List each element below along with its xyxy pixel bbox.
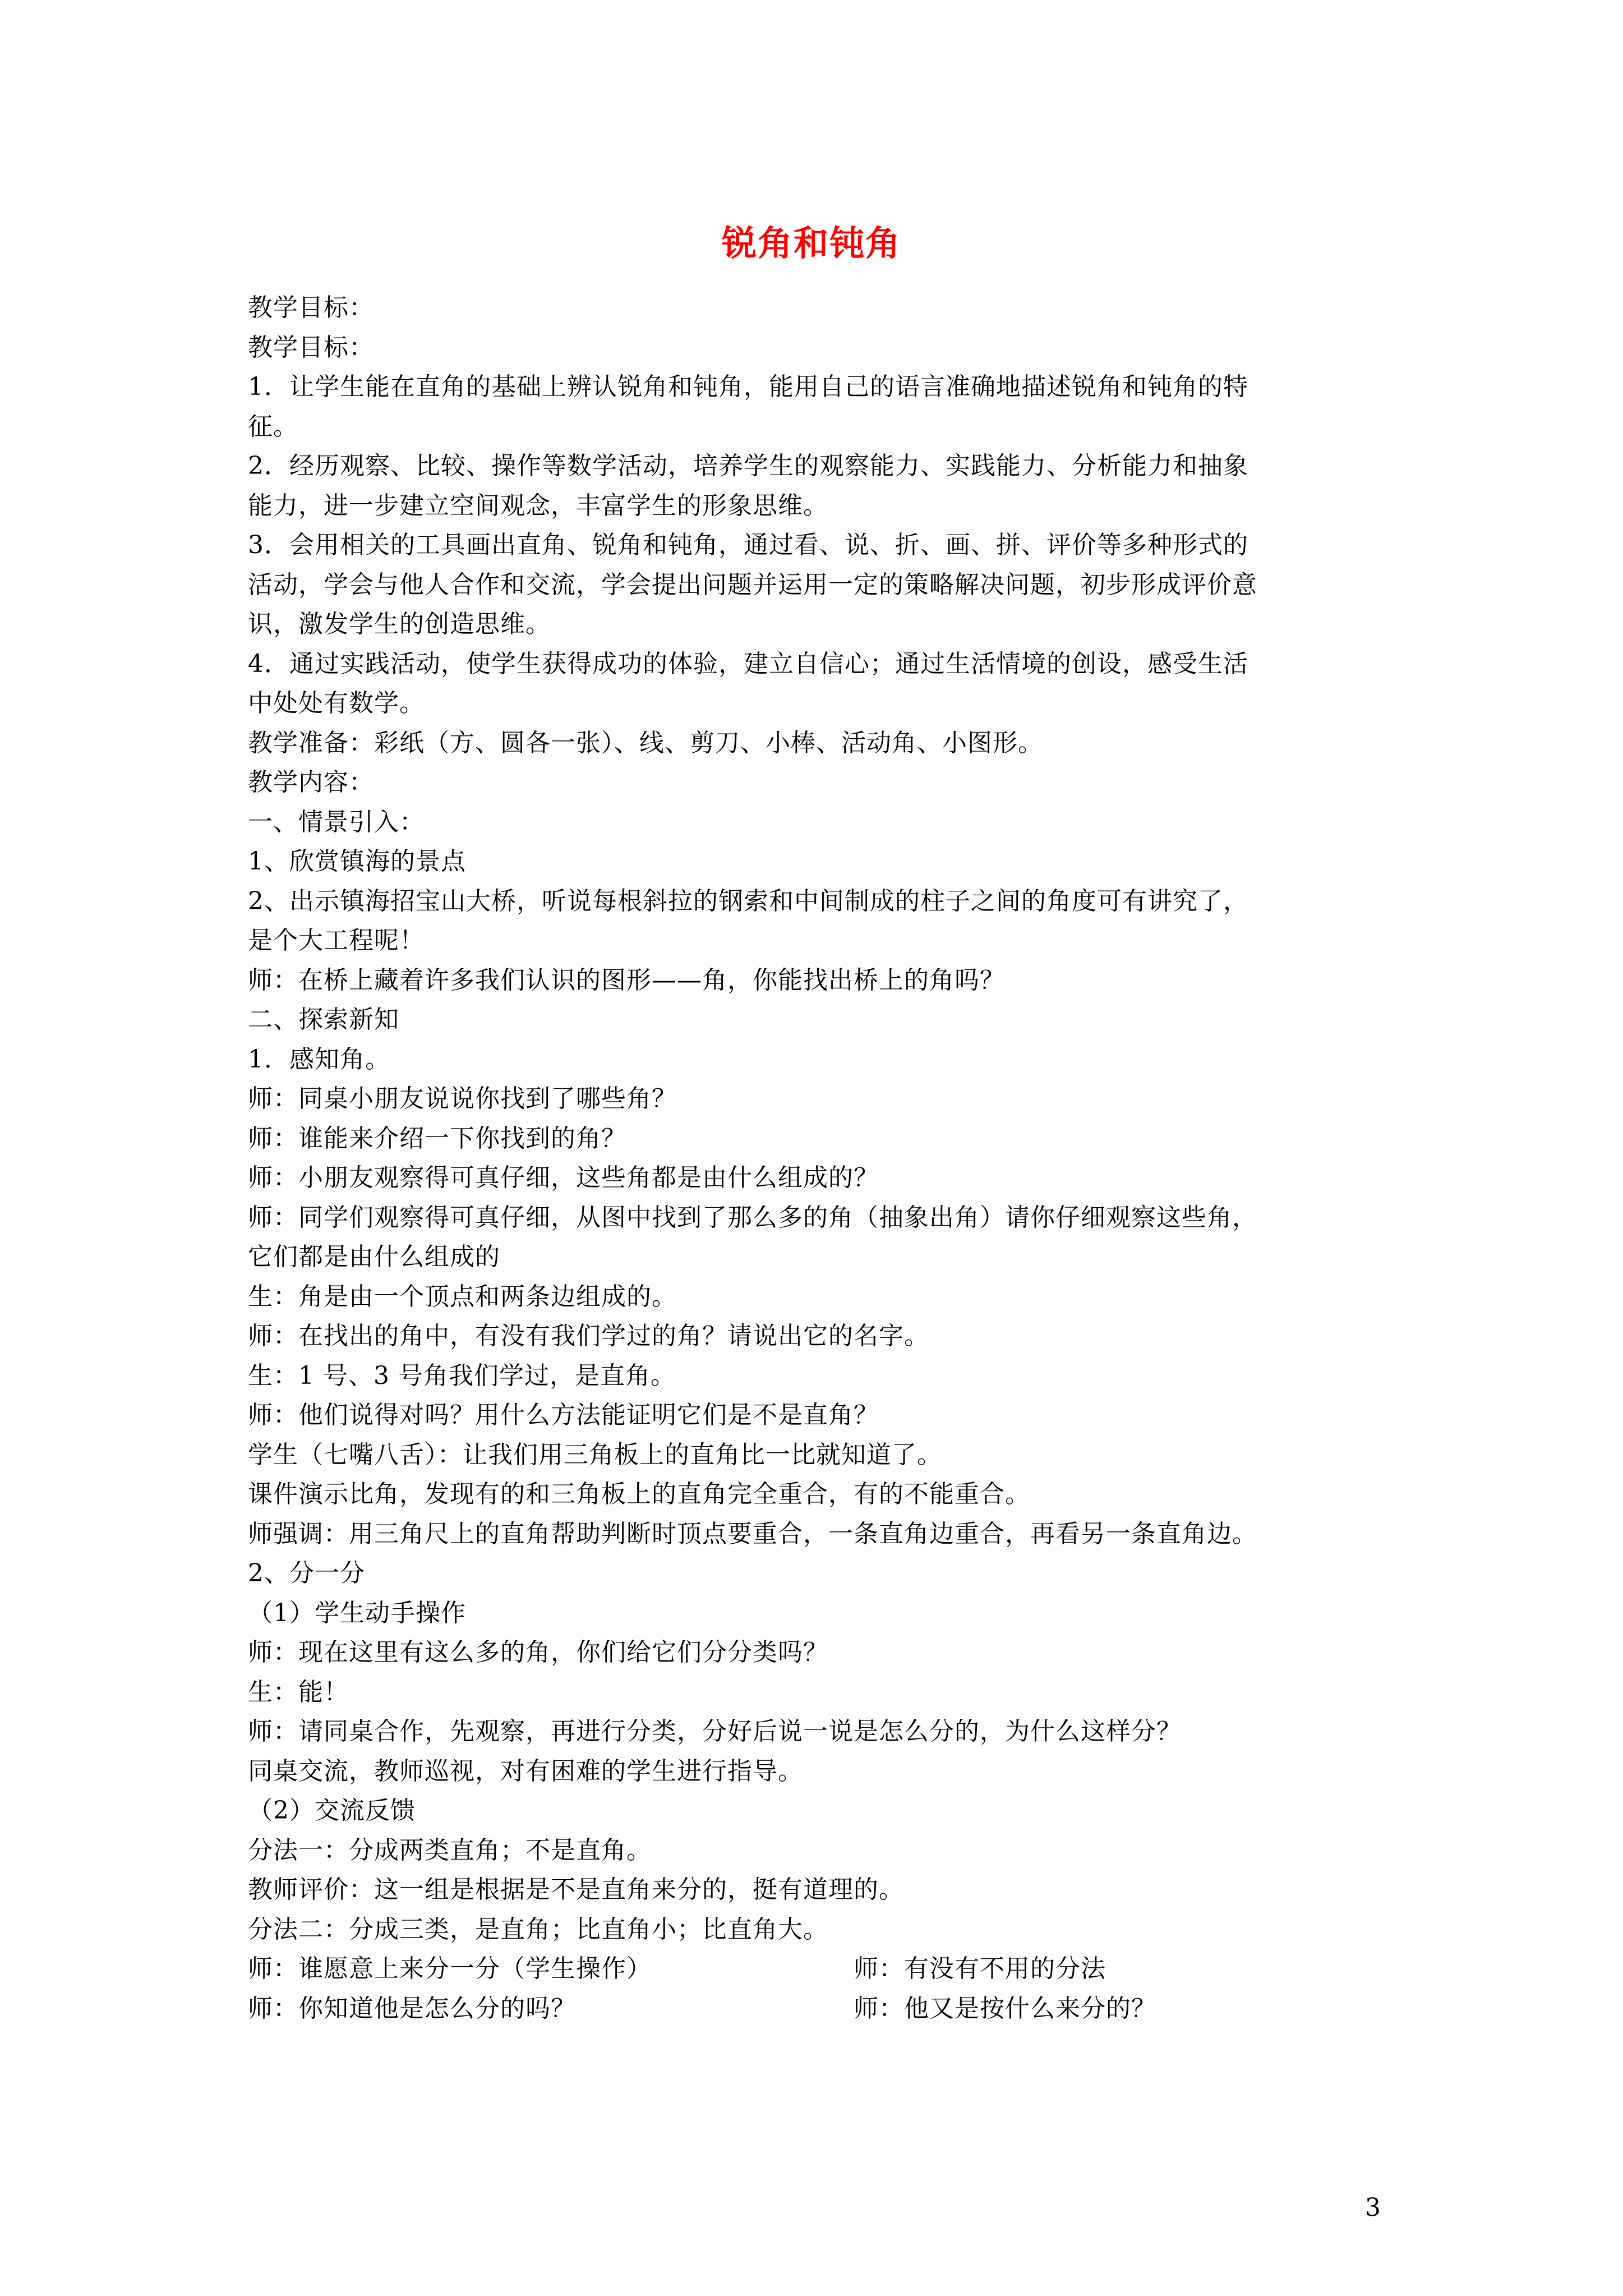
two-column-line xyxy=(248,1989,1399,2029)
text-line: 师：在桥上藏着许多我们认识的图形——角，你能找出桥上的角吗？ xyxy=(248,965,1005,995)
page-number: 3 xyxy=(1365,2193,1381,2222)
text-line: 教学内容： xyxy=(248,768,374,797)
text-line: 师强调：用三角尺上的直角帮助判断时顶点要重合，一条直角边重合，再看另一条直角边。 xyxy=(248,1519,1257,1548)
text-line: （2）交流反馈 xyxy=(248,1796,416,1825)
text-line: 二、探索新知 xyxy=(248,1005,399,1034)
text-line: （1）学生动手操作 xyxy=(248,1598,466,1627)
text-line: 师：谁能来介绍一下你找到的角？ xyxy=(248,1124,626,1153)
text-line: 生：能！ xyxy=(248,1677,349,1706)
text-line: 中处处有数学。 xyxy=(248,689,425,717)
text-line: 师：现在这里有这么多的角，你们给它们分分类吗？ xyxy=(248,1638,828,1667)
text-line: 师：他们说得对吗？用什么方法能证明它们是不是直角？ xyxy=(248,1401,879,1429)
text-line: 是个大工程呢！ xyxy=(248,926,425,955)
text-line: 能力，进一步建立空间观念，丰富学生的形象思维。 xyxy=(248,491,828,520)
document-title: 锐角和钝角 xyxy=(721,223,901,264)
text-line-left: 师：谁愿意上来分一分（学生操作） xyxy=(248,1954,652,1983)
text-line: 2．经历观察、比较、操作等数学活动，培养学生的观察能力、实践能力、分析能力和抽象 xyxy=(248,452,1248,480)
two-column-line xyxy=(248,1949,1399,1989)
text-line: 1．让学生能在直角的基础上辨认锐角和钝角，能用自己的语言准确地描述锐角和钝角的特 xyxy=(248,372,1248,401)
text-line: 1、欣赏镇海的景点 xyxy=(248,847,466,876)
text-line: 学生（七嘴八舌）：让我们用三角板上的直角比一比就知道了。 xyxy=(248,1440,942,1469)
text-line: 同桌交流，教师巡视，对有困难的学生进行指导。 xyxy=(248,1756,803,1786)
text-line: 4．通过实践活动，使学生获得成功的体验，建立自信心；通过生活情境的创设，感受生活 xyxy=(248,649,1248,678)
text-line: 活动，学会与他人合作和交流，学会提出问题并运用一定的策略解决问题，初步形成评价意 xyxy=(248,570,1257,599)
text-line: 教学目标： xyxy=(248,333,374,362)
text-line: 生：1 号、3 号角我们学过，是直角。 xyxy=(248,1361,676,1390)
text-line: 教学准备：彩纸（方、圆各一张）、线、剪刀、小棒、活动角、小图形。 xyxy=(248,728,1043,757)
text-line-left: 师：你知道他是怎么分的吗？ xyxy=(248,1994,576,2023)
text-line-right: 师：有没有不用的分法 xyxy=(854,1954,1106,1983)
text-line: 2、出示镇海招宝山大桥，听说每根斜拉的钢索和中间制成的柱子之间的角度可有讲究了， xyxy=(248,886,1248,915)
text-line: 师：在找出的角中，有没有我们学过的角？请说出它的名字。 xyxy=(248,1322,929,1350)
text-line: 师：小朋友观察得可真仔细，这些角都是由什么组成的？ xyxy=(248,1163,879,1192)
text-line: 它们都是由什么组成的 xyxy=(248,1243,500,1271)
text-line: 2、分一分 xyxy=(248,1559,365,1588)
text-line: 师：同学们观察得可真仔细，从图中找到了那么多的角（抽象出角）请你仔细观察这些角， xyxy=(248,1203,1257,1232)
text-line: 3．会用相关的工具画出直角、锐角和钝角，通过看、说、折、画、拼、评价等多种形式的 xyxy=(248,531,1248,559)
text-line: 生：角是由一个顶点和两条边组成的。 xyxy=(248,1282,677,1311)
text-line: 教师评价：这一组是根据是不是直角来分的，挺有道理的。 xyxy=(248,1875,904,1904)
text-line-right: 师：他又是按什么来分的？ xyxy=(854,1994,1156,2023)
text-line: 师：同桌小朋友说说你找到了哪些角？ xyxy=(248,1084,677,1113)
text-line: 分法二：分成三类，是直角；比直角小；比直角大。 xyxy=(248,1915,828,1944)
text-line: 一、情景引入： xyxy=(248,807,425,836)
text-line: 师：请同桌合作，先观察，再进行分类，分好后说一说是怎么分的，为什么这样分？ xyxy=(248,1717,1182,1746)
text-line: 1．感知角。 xyxy=(248,1045,390,1074)
text-line: 分法一：分成两类直角；不是直角。 xyxy=(248,1835,652,1865)
text-line: 课件演示比角，发现有的和三角板上的直角完全重合，有的不能重合。 xyxy=(248,1480,1030,1508)
text-line: 征。 xyxy=(248,412,298,441)
text-line: 识，激发学生的创造思维。 xyxy=(248,610,551,638)
text-line: 教学目标： xyxy=(248,293,374,322)
document-body xyxy=(248,288,1399,2028)
